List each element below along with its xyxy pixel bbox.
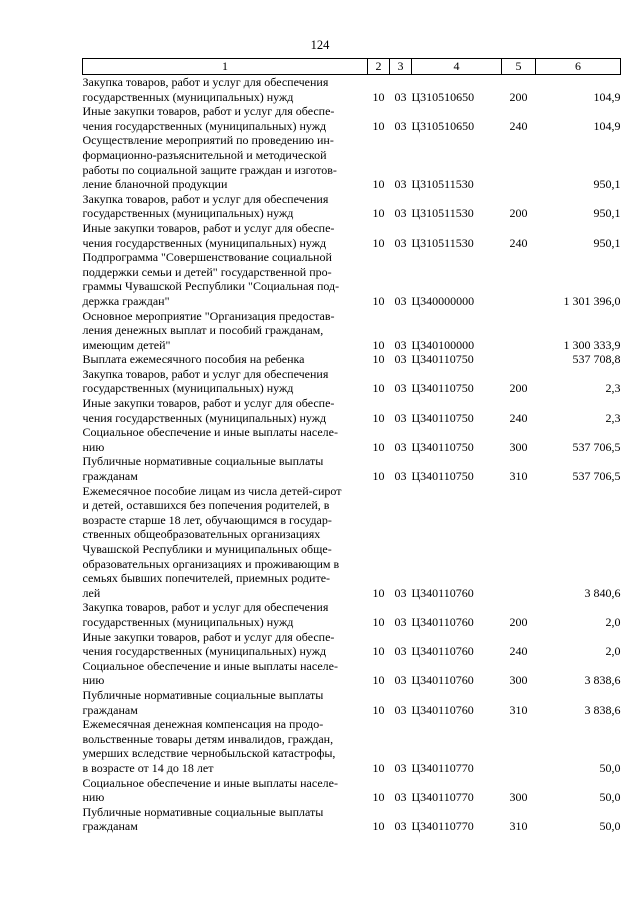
target-article-code: Ц340100000 <box>411 337 475 352</box>
table-row <box>83 133 621 191</box>
table-body <box>83 75 621 834</box>
section-code: 10 <box>372 337 385 352</box>
expense-name: Закупка товаров, работ и услуг для обеспечения государственных (муниципальных) нужд <box>82 366 329 396</box>
target-article-code: Ц310511530 <box>411 177 474 192</box>
expense-name: Подпрограмма "Совершенствование социальной поддержки семьи и детей" государственной про- граммы Чувашской Республики "Социальная под- держка граждан" <box>82 250 340 308</box>
table-row <box>83 396 621 425</box>
expense-name: Закупка товаров, работ и услуг для обеспечения государственных (муниципальных) нужд <box>82 191 329 221</box>
expense-type-code: 240 <box>509 118 528 133</box>
expense-name: Иные закупки товаров, работ и услуг для обеспе- чения государственных (муниципальных) нужд <box>82 396 335 425</box>
expense-name: Основное мероприятие "Организация предостав- ления денежных выплат и пособий гражданам, имеющим детей" <box>82 308 335 352</box>
expense-type-code: 200 <box>509 89 528 104</box>
section-code: 10 <box>372 819 385 834</box>
expense-name: Социальное обеспечение и иные выплаты населе- нию <box>82 425 338 454</box>
amount-value: 2,0 <box>605 614 621 629</box>
target-article-code: Ц340110770 <box>411 760 474 775</box>
subsection-code: 03 <box>394 673 407 688</box>
target-article-code: Ц340110750 <box>411 439 474 454</box>
table-row <box>83 221 621 250</box>
table-row <box>83 659 621 688</box>
expense-name: Социальное обеспечение и иные выплаты населе- нию <box>82 775 338 805</box>
expense-name: Публичные нормативные социальные выплаты гражданам <box>82 454 324 484</box>
subsection-code: 03 <box>394 410 407 425</box>
section-code: 10 <box>372 760 385 775</box>
target-article-code: Ц310511530 <box>411 235 474 250</box>
table-row <box>83 630 621 659</box>
column-header: 2 <box>368 59 390 75</box>
expense-name: Закупка товаров, работ и услуг для обеспечения государственных (муниципальных) нужд <box>82 75 329 104</box>
expense-name: Ежемесячная денежная компенсация на продо- вольственные товары детям инвалидов, граждан, умерших вследствие чернобыльской катастрофы, в возрасте от 14 до 18 лет <box>82 717 336 775</box>
target-article-code: Ц340110760 <box>411 673 474 688</box>
subsection-code: 03 <box>394 293 407 308</box>
section-code: 10 <box>372 177 385 192</box>
subsection-code: 03 <box>394 469 407 484</box>
expense-type-code <box>502 717 536 775</box>
amount-value: 950,1 <box>593 235 621 250</box>
target-article-code: Ц310510650 <box>411 118 475 133</box>
expense-name: Публичные нормативные социальные выплаты гражданам <box>82 687 324 717</box>
amount-value: 50,0 <box>599 760 621 775</box>
subsection-code: 03 <box>394 614 407 629</box>
amount-value: 1 300 333,9 <box>563 337 621 352</box>
expense-type-code: 310 <box>509 819 528 834</box>
table-row <box>83 309 621 353</box>
section-code: 10 <box>372 352 385 367</box>
subsection-code: 03 <box>394 585 407 600</box>
subsection-code: 03 <box>394 206 407 221</box>
table-row <box>83 367 621 396</box>
expense-name: Ежемесячное пособие лицам из числа детей-сирот и детей, оставшихся без попечения родителей, в возрасте старше 18 лет, обучающимся в государ- ственных общеобразовательных организациях Чувашской Республики и муниципальных обще- образовательных организациях и проживающим в семьях бывших попечителей, приемных родите- лей <box>82 483 342 600</box>
column-header: 6 <box>536 59 621 75</box>
expense-name: Осуществление мероприятий по проведению ин- формационно-разъяснительной и методической работы по социальной защите граждан и изготов- ление бланочной продукции <box>82 133 337 192</box>
target-article-code: Ц340110760 <box>411 614 474 629</box>
expense-type-code <box>502 133 536 191</box>
expense-name: Социальное обеспечение и иные выплаты населе- нию <box>82 658 338 688</box>
column-header: 1 <box>83 59 368 75</box>
subsection-code: 03 <box>394 439 407 454</box>
expense-type-code <box>502 309 536 353</box>
expense-type-code: 310 <box>509 469 528 484</box>
amount-value: 950,1 <box>593 177 621 192</box>
subsection-code: 03 <box>394 337 407 352</box>
subsection-code: 03 <box>394 235 407 250</box>
amount-value: 537 706,5 <box>572 469 621 484</box>
budget-table <box>82 58 621 834</box>
expense-name: Выплата ежемесячного пособия на ребенка <box>82 352 305 367</box>
amount-value: 3 838,6 <box>584 673 621 688</box>
column-header: 5 <box>502 59 536 75</box>
subsection-code: 03 <box>394 118 407 133</box>
section-code: 10 <box>372 585 385 600</box>
section-code: 10 <box>372 381 385 396</box>
amount-value: 2,0 <box>605 644 621 659</box>
subsection-code: 03 <box>394 790 407 805</box>
section-code: 10 <box>372 410 385 425</box>
section-code: 10 <box>372 206 385 221</box>
subsection-code: 03 <box>394 819 407 834</box>
amount-value: 537 706,5 <box>572 439 621 454</box>
table-row <box>83 688 621 717</box>
subsection-code: 03 <box>394 352 407 367</box>
section-code: 10 <box>372 89 385 104</box>
table-row <box>83 104 621 133</box>
table-row <box>83 805 621 834</box>
expense-name: Закупка товаров, работ и услуг для обеспечения государственных (муниципальных) нужд <box>82 600 329 629</box>
amount-value: 104,9 <box>593 118 621 133</box>
expense-type-code: 240 <box>509 235 528 250</box>
subsection-code: 03 <box>394 89 407 104</box>
table-row <box>83 717 621 775</box>
amount-value: 2,3 <box>605 410 621 425</box>
subsection-code: 03 <box>394 702 407 717</box>
subsection-code: 03 <box>394 760 407 775</box>
section-code: 10 <box>372 702 385 717</box>
table-row <box>83 75 621 105</box>
expense-name: Публичные нормативные социальные выплаты гражданам <box>82 804 324 834</box>
amount-value: 3 840,6 <box>584 585 621 600</box>
subsection-code: 03 <box>394 644 407 659</box>
expense-name: Иные закупки товаров, работ и услуг для обеспе- чения государственных (муниципальных) нужд <box>82 220 335 250</box>
amount-value: 2,3 <box>605 381 621 396</box>
table-row <box>83 425 621 454</box>
column-header: 4 <box>412 59 502 75</box>
expense-name: Иные закупки товаров, работ и услуг для обеспе- чения государственных (муниципальных) нужд <box>82 104 335 133</box>
target-article-code: Ц340110770 <box>411 790 474 805</box>
section-code: 10 <box>372 118 385 133</box>
target-article-code: Ц340110770 <box>411 819 474 834</box>
amount-value: 537 708,8 <box>572 352 621 367</box>
expense-type-code: 240 <box>509 644 528 659</box>
section-code: 10 <box>372 790 385 805</box>
expense-type-code: 300 <box>509 790 528 805</box>
page-number: 124 <box>310 38 330 52</box>
expense-type-code <box>502 484 536 601</box>
target-article-code: Ц340110760 <box>411 702 474 717</box>
target-article-code: Ц340110750 <box>411 469 474 484</box>
section-code: 10 <box>372 439 385 454</box>
target-article-code: Ц340000000 <box>411 293 475 308</box>
subsection-code: 03 <box>394 381 407 396</box>
amount-value: 1 301 396,0 <box>563 293 621 308</box>
target-article-code: Ц340110750 <box>411 352 474 367</box>
target-article-code: Ц340110750 <box>411 381 474 396</box>
table-row <box>83 454 621 483</box>
target-article-code: Ц340110760 <box>411 644 474 659</box>
section-code: 10 <box>372 469 385 484</box>
expense-type-code: 200 <box>509 614 528 629</box>
table-row <box>83 600 621 629</box>
section-code: 10 <box>372 614 385 629</box>
table-row <box>83 776 621 805</box>
column-header: 3 <box>390 59 412 75</box>
amount-value: 104,9 <box>593 89 621 104</box>
subsection-code: 03 <box>394 177 407 192</box>
section-code: 10 <box>372 235 385 250</box>
expense-type-code: 200 <box>509 206 528 221</box>
table-row <box>83 352 621 367</box>
expense-type-code: 200 <box>509 381 528 396</box>
target-article-code: Ц310510650 <box>411 89 475 104</box>
expense-type-code: 300 <box>509 439 528 454</box>
section-code: 10 <box>372 673 385 688</box>
table-header-row <box>83 59 621 75</box>
expense-type-code: 240 <box>509 410 528 425</box>
amount-value: 950,1 <box>593 206 621 221</box>
target-article-code: Ц340110760 <box>411 585 474 600</box>
table-row <box>83 250 621 308</box>
expense-type-code <box>502 250 536 308</box>
target-article-code: Ц340110750 <box>411 410 474 425</box>
table-row <box>83 192 621 221</box>
section-code: 10 <box>372 644 385 659</box>
table-row <box>83 484 621 601</box>
amount-value: 3 838,6 <box>584 702 621 717</box>
section-code: 10 <box>372 293 385 308</box>
expense-type-code: 300 <box>509 673 528 688</box>
expense-type-code: 310 <box>509 702 528 717</box>
expense-name: Иные закупки товаров, работ и услуг для обеспе- чения государственных (муниципальных) нужд <box>82 629 335 659</box>
target-article-code: Ц310511530 <box>411 206 474 221</box>
amount-value: 50,0 <box>599 819 621 834</box>
amount-value: 50,0 <box>599 790 621 805</box>
expense-type-code <box>502 352 536 367</box>
